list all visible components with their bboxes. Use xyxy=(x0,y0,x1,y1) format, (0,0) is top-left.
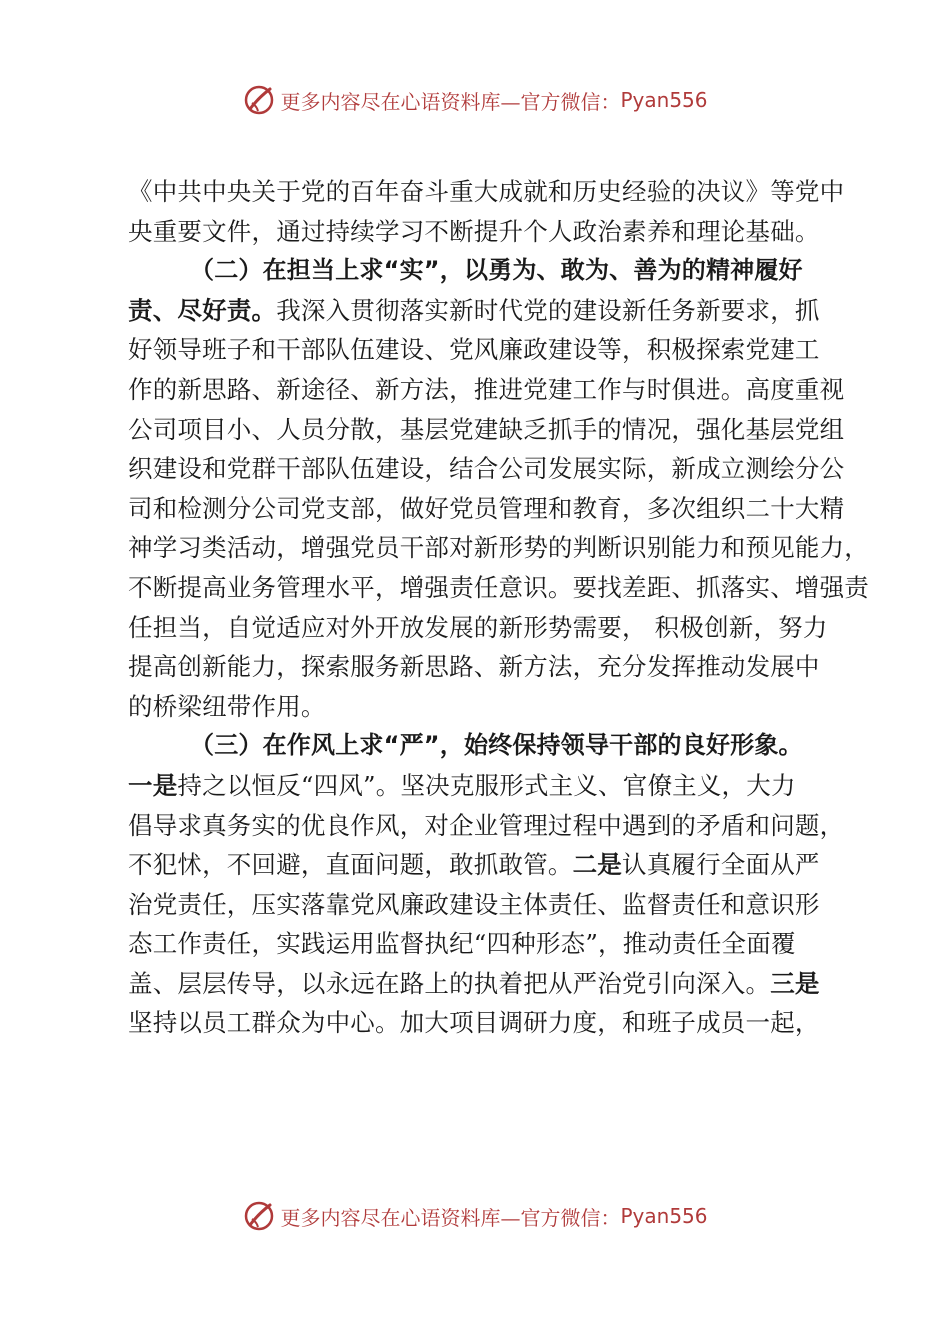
text-line xyxy=(128,766,828,806)
text-line: 织建设和党群干部队伍建设，结合公司发展实际，新成立测绘分公 xyxy=(128,454,845,484)
point-label-3: 三是 xyxy=(770,968,820,998)
text-line: 《中共中央关于党的百年奋斗重大成就和历史经验的决议》等党中 xyxy=(128,177,845,206)
text-line xyxy=(128,845,828,885)
brush-logo-icon xyxy=(242,83,276,117)
text-line: 态工作责任，实践运用监督执纪“四种形态”，推动责任全面覆 xyxy=(128,929,796,959)
text-line: 好领导班子和干部队伍建设、党风廉政建设等，积极探索党建工 xyxy=(128,335,820,365)
heading-continuation: 责、尽好责。 xyxy=(128,295,277,325)
section-heading-3: （三）在作风上求“严”，始终保持领导干部的良好形象。 xyxy=(190,731,803,760)
text-line: 坚持以员工群众为中心。加大项目调研力度，和班子成员一起， xyxy=(128,1008,820,1038)
banner-text: 更多内容尽在心语资料库—官方微信： xyxy=(280,1205,621,1230)
header-banner xyxy=(0,80,950,120)
text-span: 持之以恒反“四风”。坚决克服形式主义、官僚主义，大力 xyxy=(177,770,796,800)
text-line: 公司项目小、人员分散，基层党建缺乏抓手的情况，强化基层党组 xyxy=(128,414,845,444)
text-line xyxy=(128,291,828,331)
point-label-1: 一是 xyxy=(128,770,178,800)
text-line: 倡导求真务实的优良作风，对企业管理过程中遇到的矛盾和问题， xyxy=(128,810,845,840)
text-line: 作的新思路、新途径、新方法，推进党建工作与时俱进。高度重视 xyxy=(128,374,845,404)
banner-wechat-id: Pyan556 xyxy=(620,88,708,112)
text-line: 治党责任，压实落靠党风廉政建设主体责任、监督责任和意识形 xyxy=(128,889,820,919)
text-line: 提高创新能力，探索服务新思路、新方法，充分发挥推动发展中 xyxy=(128,652,820,682)
document-body xyxy=(128,172,869,1043)
text-line xyxy=(128,964,828,1004)
point-label-2: 二是 xyxy=(572,850,623,880)
text-line: 央重要文件，通过持续学习不断提升个人政治素养和理论基础。 xyxy=(128,216,820,246)
text-span: 我深入贯彻落实新时代党的建设新任务新要求，抓 xyxy=(276,295,820,325)
text-span: 认真履行全面从严 xyxy=(622,850,820,880)
text-span: 不犯怵，不回避，直面问题，敢抓敢管。 xyxy=(128,850,573,880)
text-line: 司和检测分公司党支部，做好党员管理和教育，多次组织二十大精 xyxy=(128,493,845,523)
text-line: 不断提高业务管理水平，增强责任意识。要找差距、抓落实、增强责 xyxy=(128,572,869,602)
footer-banner xyxy=(0,1196,950,1236)
text-line: 神学习类活动，增强党员干部对新形势的判断识别能力和预见能力， xyxy=(128,533,869,563)
banner-wechat-id: Pyan556 xyxy=(620,1204,708,1228)
brush-logo-icon xyxy=(242,1199,276,1233)
section-heading-2: （二）在担当上求“实”，以勇为、敢为、善为的精神履好 xyxy=(190,256,803,285)
text-line: 任担当，自觉适应对外开放发展的新形势需要， 积极创新，努力 xyxy=(128,612,828,642)
banner-text: 更多内容尽在心语资料库—官方微信： xyxy=(280,89,621,114)
text-line: 的桥梁纽带作用。 xyxy=(128,691,326,721)
text-span: 盖、层层传导，以永远在路上的执着把从严治党引向深入。 xyxy=(128,968,771,998)
